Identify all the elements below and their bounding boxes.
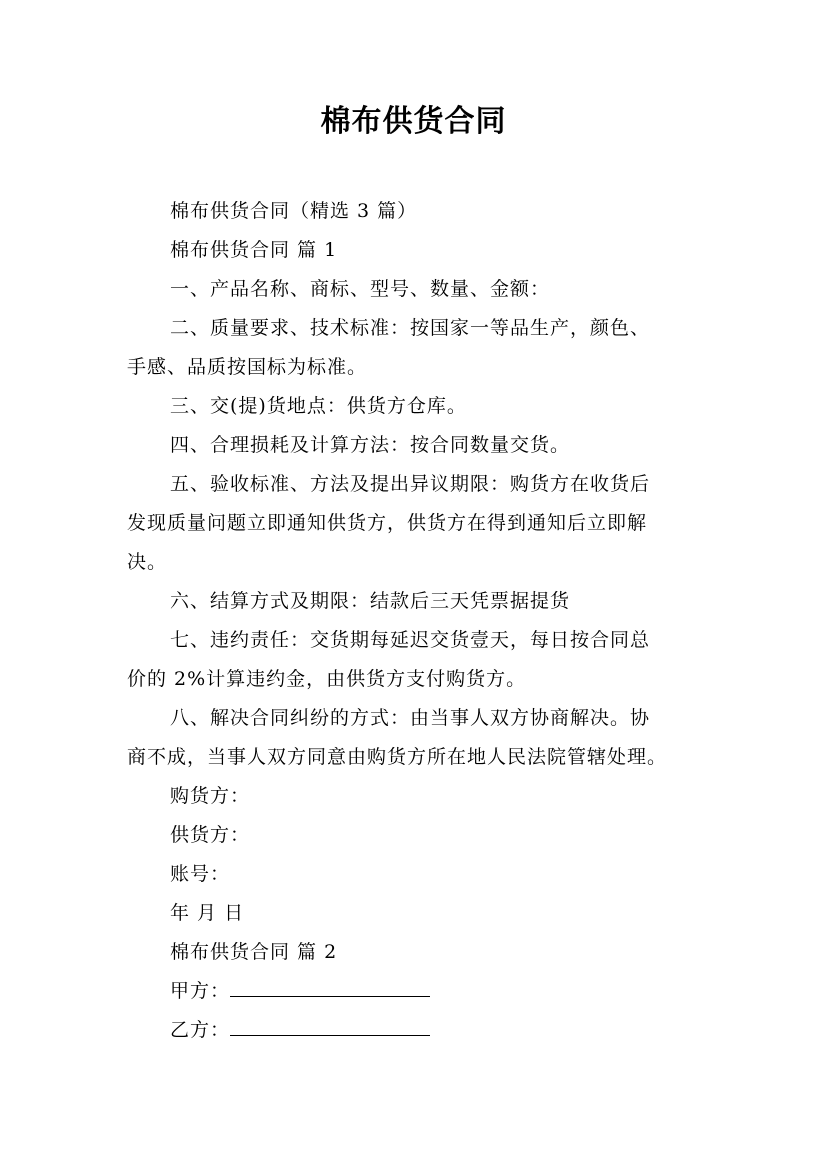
section-heading-2: 棉布供货合同 篇 2 — [170, 941, 338, 963]
clause-7-part-2: 价的 2%计算违约金，由供货方支付购货方。 — [127, 668, 527, 690]
party-a-blank — [230, 978, 430, 997]
clause-1: 一、产品名称、商标、型号、数量、金额： — [170, 278, 551, 300]
party-b-label: 乙方： — [170, 1019, 231, 1041]
subtitle-line: 棉布供货合同（精选 3 篇） — [170, 200, 418, 222]
section-heading-1: 棉布供货合同 篇 1 — [170, 239, 338, 261]
clause-8-part-2: 商不成，当事人双方同意由购货方所在地人民法院管辖处理。 — [127, 746, 668, 768]
clause-4: 四、合理损耗及计算方法：按合同数量交货。 — [170, 434, 571, 456]
clause-2-part-1: 二、质量要求、技术标准：按国家一等品生产，颜色、 — [170, 317, 651, 339]
clause-6: 六、结算方式及期限：结款后三天凭票据提货 — [170, 590, 571, 612]
clause-5-part-1: 五、验收标准、方法及提出异议期限：购货方在收货后 — [170, 473, 651, 495]
party-a-line — [170, 972, 717, 1011]
buyer-label: 购货方： — [170, 785, 251, 807]
clause-5-part-3: 决。 — [127, 551, 168, 573]
party-a-label: 甲方： — [170, 980, 231, 1002]
party-b-blank — [230, 1017, 430, 1036]
account-label: 账号： — [170, 863, 231, 885]
clause-8-part-1: 八、解决合同纠纷的方式：由当事人双方协商解决。协 — [170, 707, 651, 729]
date-line: 年 月 日 — [170, 902, 245, 924]
party-b-line — [170, 1011, 717, 1050]
clause-5-part-2: 发现质量问题立即通知供货方，供货方在得到通知后立即解 — [127, 512, 648, 534]
clause-2-part-2: 手感、品质按国标为标准。 — [127, 356, 368, 378]
document-title: 棉布供货合同 — [320, 104, 507, 139]
clause-7-part-1: 七、违约责任：交货期每延迟交货壹天，每日按合同总 — [170, 629, 651, 651]
supplier-label: 供货方： — [170, 824, 251, 846]
clause-3: 三、交(提)货地点：供货方仓库。 — [170, 395, 467, 417]
